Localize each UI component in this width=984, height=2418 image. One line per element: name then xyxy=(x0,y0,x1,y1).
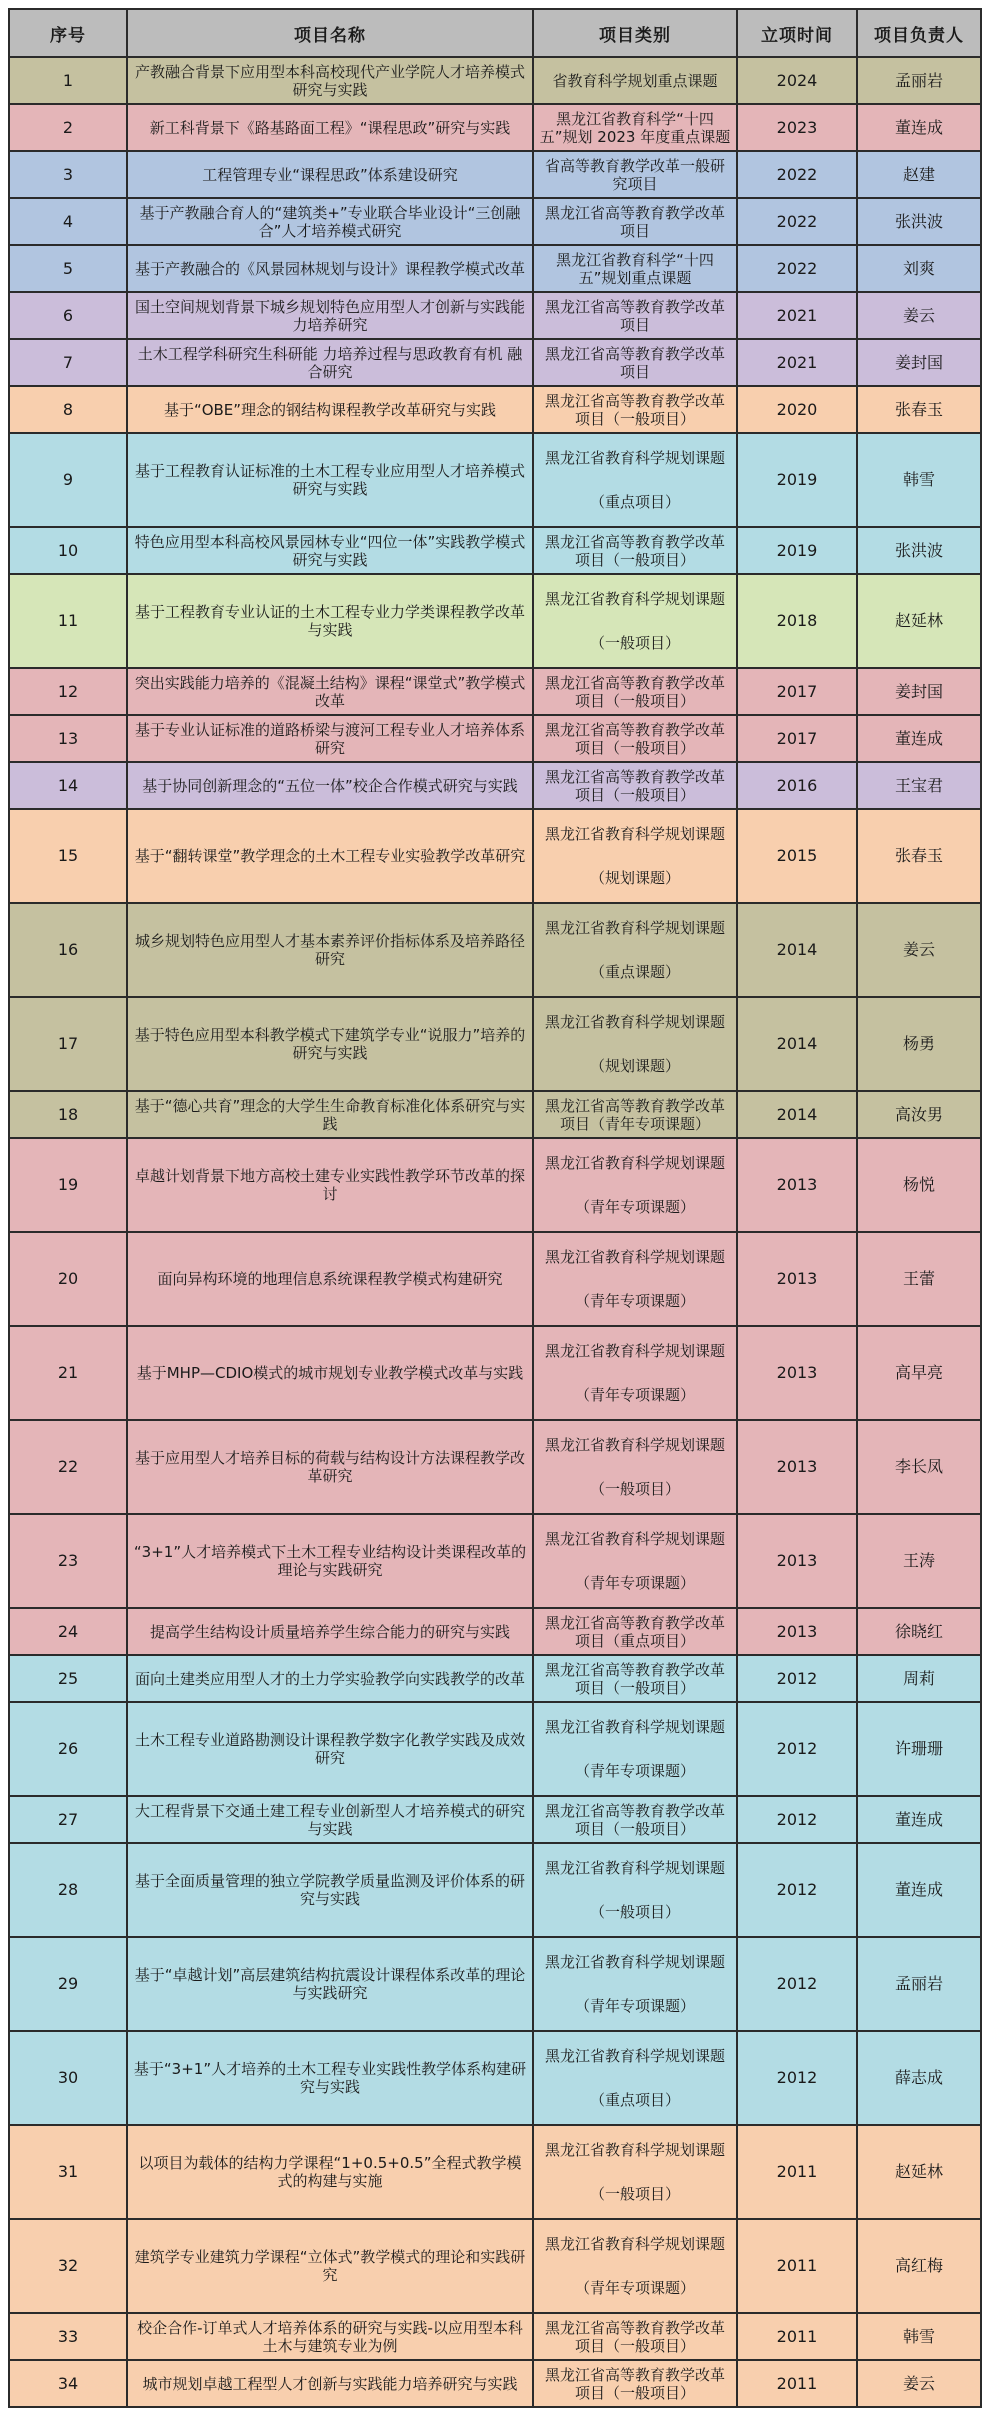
cell-category xyxy=(533,1326,737,1420)
table-body xyxy=(9,57,981,2407)
cell-no: 11 xyxy=(9,574,127,668)
table-row xyxy=(9,2313,981,2360)
cell-leader: 韩雪 xyxy=(857,433,981,527)
table-row xyxy=(9,104,981,151)
cell-category xyxy=(533,2219,737,2313)
cell-name: 基于“卓越计划”高层建筑结构抗震设计课程体系改革的理论与实践研究 xyxy=(127,1937,533,2031)
cell-name: 基于“OBE”理念的钢结构课程教学改革研究与实践 xyxy=(127,386,533,433)
table-row xyxy=(9,433,981,527)
cell-leader: 徐晓红 xyxy=(857,1608,981,1655)
table-row xyxy=(9,151,981,198)
cell-leader: 高早亮 xyxy=(857,1326,981,1420)
category-subtype: （规划课题） xyxy=(589,1057,680,1075)
category-text: 黑龙江省教育科学规划课题 xyxy=(544,2141,725,2159)
cell-no: 9 xyxy=(9,433,127,527)
cell-no: 31 xyxy=(9,2125,127,2219)
cell-no: 7 xyxy=(9,339,127,386)
table-row xyxy=(9,1843,981,1937)
cell-no: 20 xyxy=(9,1232,127,1326)
table-row xyxy=(9,386,981,433)
category-subtype: （一般项目） xyxy=(589,1480,680,1498)
cell-year: 2011 xyxy=(737,2125,857,2219)
cell-category xyxy=(533,1702,737,1796)
cell-leader: 姜云 xyxy=(857,2360,981,2407)
category-text: 黑龙江省高等教育教学改革项目（青年专项课题） xyxy=(544,1096,725,1133)
table-row xyxy=(9,198,981,245)
cell-leader: 孟丽岩 xyxy=(857,1937,981,2031)
cell-name: 城乡规划特色应用型人才基本素养评价指标体系及培养路径研究 xyxy=(127,903,533,997)
cell-no: 10 xyxy=(9,527,127,574)
cell-category xyxy=(533,1514,737,1608)
header-no: 序号 xyxy=(9,9,127,57)
cell-year: 2012 xyxy=(737,2031,857,2125)
table-row xyxy=(9,668,981,715)
cell-category xyxy=(533,2125,737,2219)
header-leader: 项目负责人 xyxy=(857,9,981,57)
table-row xyxy=(9,527,981,574)
cell-category xyxy=(533,809,737,903)
table-row xyxy=(9,2125,981,2219)
cell-leader: 李长凤 xyxy=(857,1420,981,1514)
category-subtype: （青年专项课题） xyxy=(574,1386,695,1404)
category-text: 黑龙江省高等教育教学改革项目（一般项目） xyxy=(544,1660,725,1697)
cell-year: 2022 xyxy=(737,245,857,292)
cell-no: 21 xyxy=(9,1326,127,1420)
cell-year: 2021 xyxy=(737,339,857,386)
cell-year: 2014 xyxy=(737,997,857,1091)
category-text: 黑龙江省教育科学规划课题 xyxy=(544,1248,725,1266)
table-row xyxy=(9,1514,981,1608)
cell-category xyxy=(533,527,737,574)
category-subtype: （重点项目） xyxy=(589,2091,680,2109)
category-text: 黑龙江省教育科学规划课题 xyxy=(544,919,725,937)
category-text: 黑龙江省教育科学“十四五”规划 2023 年度重点课题 xyxy=(539,109,731,146)
cell-no: 12 xyxy=(9,668,127,715)
cell-name: 基于协同创新理念的“五位一体”校企合作模式研究与实践 xyxy=(127,762,533,809)
header-row xyxy=(9,9,981,57)
cell-name: 面向土建类应用型人才的土力学实验教学向实践教学的改革 xyxy=(127,1655,533,1702)
cell-year: 2011 xyxy=(737,2219,857,2313)
table-row xyxy=(9,809,981,903)
cell-no: 14 xyxy=(9,762,127,809)
cell-name: 突出实践能力培养的《混凝土结构》课程“课堂式”教学模式改革 xyxy=(127,668,533,715)
category-text: 黑龙江省教育科学规划课题 xyxy=(544,2047,725,2065)
cell-name: 基于特色应用型本科教学模式下建筑学专业“说服力”培养的研究与实践 xyxy=(127,997,533,1091)
cell-no: 22 xyxy=(9,1420,127,1514)
table-row xyxy=(9,1608,981,1655)
cell-leader: 张洪波 xyxy=(857,527,981,574)
table-row xyxy=(9,1702,981,1796)
cell-year: 2021 xyxy=(737,292,857,339)
category-text: 黑龙江省教育科学规划课题 xyxy=(544,590,725,608)
table-row xyxy=(9,1232,981,1326)
cell-leader: 张洪波 xyxy=(857,198,981,245)
cell-category xyxy=(533,574,737,668)
category-text: 黑龙江省教育科学规划课题 xyxy=(544,825,725,843)
cell-no: 16 xyxy=(9,903,127,997)
cell-year: 2014 xyxy=(737,903,857,997)
cell-year: 2024 xyxy=(737,57,857,104)
cell-year: 2012 xyxy=(737,1843,857,1937)
cell-leader: 薛志成 xyxy=(857,2031,981,2125)
header-name: 项目名称 xyxy=(127,9,533,57)
category-subtype: （一般项目） xyxy=(589,634,680,652)
category-subtype: （青年专项课题） xyxy=(574,1292,695,1310)
cell-no: 19 xyxy=(9,1138,127,1232)
category-text: 黑龙江省教育科学规划课题 xyxy=(544,449,725,467)
table-row xyxy=(9,339,981,386)
cell-leader: 董连成 xyxy=(857,1796,981,1843)
category-text: 黑龙江省高等教育教学改革项目（一般项目） xyxy=(544,767,725,804)
category-subtype: （青年专项课题） xyxy=(574,1574,695,1592)
cell-category xyxy=(533,762,737,809)
cell-category xyxy=(533,1420,737,1514)
cell-category xyxy=(533,668,737,715)
cell-category xyxy=(533,903,737,997)
cell-name: 基于专业认证标准的道路桥梁与渡河工程专业人才培养体系研究 xyxy=(127,715,533,762)
cell-no: 1 xyxy=(9,57,127,104)
category-text: 黑龙江省高等教育教学改革项目（一般项目） xyxy=(544,2318,725,2355)
cell-category xyxy=(533,57,737,104)
category-text: 黑龙江省教育科学规划课题 xyxy=(544,1013,725,1031)
cell-leader: 张春玉 xyxy=(857,809,981,903)
cell-name: 基于“3+1”人才培养的土木工程专业实践性教学体系构建研究与实践 xyxy=(127,2031,533,2125)
cell-category xyxy=(533,386,737,433)
cell-year: 2019 xyxy=(737,527,857,574)
cell-category xyxy=(533,198,737,245)
table-row xyxy=(9,1420,981,1514)
category-text: 黑龙江省高等教育教学改革项目（一般项目） xyxy=(544,673,725,710)
category-subtype: （一般项目） xyxy=(589,2185,680,2203)
cell-name: 卓越计划背景下地方高校土建专业实践性教学环节改革的探讨 xyxy=(127,1138,533,1232)
cell-leader: 姜云 xyxy=(857,903,981,997)
cell-no: 23 xyxy=(9,1514,127,1608)
cell-year: 2018 xyxy=(737,574,857,668)
cell-no: 26 xyxy=(9,1702,127,1796)
cell-year: 2013 xyxy=(737,1420,857,1514)
cell-category xyxy=(533,2313,737,2360)
table-row xyxy=(9,292,981,339)
table-row xyxy=(9,245,981,292)
cell-leader: 高红梅 xyxy=(857,2219,981,2313)
cell-name: 大工程背景下交通土建工程专业创新型人才培养模式的研究与实践 xyxy=(127,1796,533,1843)
header-category: 项目类别 xyxy=(533,9,737,57)
cell-year: 2013 xyxy=(737,1514,857,1608)
cell-name: 城市规划卓越工程型人才创新与实践能力培养研究与实践 xyxy=(127,2360,533,2407)
cell-no: 25 xyxy=(9,1655,127,1702)
cell-name: 以项目为载体的结构力学课程“1+0.5+0.5”全程式教学模式的构建与实施 xyxy=(127,2125,533,2219)
category-text: 黑龙江省高等教育教学改革项目 xyxy=(544,344,725,381)
cell-name: “3+1”人才培养模式下土木工程专业结构设计类课程改革的理论与实践研究 xyxy=(127,1514,533,1608)
category-subtype: （一般项目） xyxy=(589,1903,680,1921)
category-text: 黑龙江省教育科学规划课题 xyxy=(544,1436,725,1454)
table-row xyxy=(9,2031,981,2125)
cell-year: 2020 xyxy=(737,386,857,433)
cell-category xyxy=(533,1091,737,1138)
cell-year: 2012 xyxy=(737,1796,857,1843)
cell-category xyxy=(533,292,737,339)
category-text: 黑龙江省教育科学规划课题 xyxy=(544,1342,725,1360)
cell-no: 18 xyxy=(9,1091,127,1138)
table-row xyxy=(9,2219,981,2313)
category-text: 黑龙江省高等教育教学改革项目（一般项目） xyxy=(544,1801,725,1838)
cell-leader: 王宝君 xyxy=(857,762,981,809)
category-subtype: （重点项目） xyxy=(589,493,680,511)
cell-no: 33 xyxy=(9,2313,127,2360)
table-row xyxy=(9,1937,981,2031)
category-subtype: （青年专项课题） xyxy=(574,1997,695,2015)
table-row xyxy=(9,2360,981,2407)
table-row xyxy=(9,1326,981,1420)
cell-leader: 杨悦 xyxy=(857,1138,981,1232)
cell-year: 2011 xyxy=(737,2313,857,2360)
cell-category xyxy=(533,1138,737,1232)
table-row xyxy=(9,715,981,762)
cell-category xyxy=(533,715,737,762)
table-header xyxy=(9,9,981,57)
cell-year: 2012 xyxy=(737,1702,857,1796)
cell-year: 2022 xyxy=(737,151,857,198)
cell-year: 2023 xyxy=(737,104,857,151)
cell-no: 28 xyxy=(9,1843,127,1937)
cell-name: 新工科背景下《路基路面工程》“课程思政”研究与实践 xyxy=(127,104,533,151)
table-row xyxy=(9,1091,981,1138)
cell-name: 工程管理专业“课程思政”体系建设研究 xyxy=(127,151,533,198)
cell-category xyxy=(533,1937,737,2031)
cell-year: 2012 xyxy=(737,1937,857,2031)
cell-leader: 王涛 xyxy=(857,1514,981,1608)
table-row xyxy=(9,574,981,668)
cell-no: 13 xyxy=(9,715,127,762)
cell-category xyxy=(533,2031,737,2125)
cell-name: 校企合作-订单式人才培养体系的研究与实践-以应用型本科土木与建筑专业为例 xyxy=(127,2313,533,2360)
cell-name: 土木工程专业道路勘测设计课程教学数字化教学实践及成效研究 xyxy=(127,1702,533,1796)
category-text: 黑龙江省教育科学“十四五”规划重点课题 xyxy=(556,250,714,287)
cell-year: 2017 xyxy=(737,668,857,715)
cell-category xyxy=(533,997,737,1091)
category-text: 黑龙江省高等教育教学改革项目（重点项目） xyxy=(544,1613,725,1650)
cell-no: 24 xyxy=(9,1608,127,1655)
cell-no: 29 xyxy=(9,1937,127,2031)
cell-leader: 赵建 xyxy=(857,151,981,198)
cell-year: 2015 xyxy=(737,809,857,903)
cell-no: 17 xyxy=(9,997,127,1091)
category-text: 黑龙江省高等教育教学改革项目（一般项目） xyxy=(544,2365,725,2402)
table-row xyxy=(9,1655,981,1702)
cell-year: 2013 xyxy=(737,1608,857,1655)
cell-category xyxy=(533,2360,737,2407)
cell-leader: 赵延林 xyxy=(857,2125,981,2219)
cell-name: 建筑学专业建筑力学课程“立体式”教学模式的理论和实践研究 xyxy=(127,2219,533,2313)
cell-leader: 董连成 xyxy=(857,104,981,151)
project-table xyxy=(8,8,982,2408)
cell-no: 3 xyxy=(9,151,127,198)
category-text: 黑龙江省教育科学规划课题 xyxy=(544,1530,725,1548)
cell-category xyxy=(533,1655,737,1702)
cell-leader: 董连成 xyxy=(857,715,981,762)
cell-name: 基于产教融合育人的“建筑类+”专业联合毕业设计“三创融合”人才培养模式研究 xyxy=(127,198,533,245)
cell-no: 5 xyxy=(9,245,127,292)
category-text: 黑龙江省高等教育教学改革项目 xyxy=(544,297,725,334)
category-text: 黑龙江省教育科学规划课题 xyxy=(544,1154,725,1172)
category-text: 省教育科学规划重点课题 xyxy=(552,71,718,90)
category-text: 黑龙江省高等教育教学改革项目（一般项目） xyxy=(544,391,725,428)
cell-no: 6 xyxy=(9,292,127,339)
cell-category xyxy=(533,245,737,292)
cell-year: 2013 xyxy=(737,1232,857,1326)
cell-name: 国土空间规划背景下城乡规划特色应用型人才创新与实践能力培养研究 xyxy=(127,292,533,339)
cell-year: 2019 xyxy=(737,433,857,527)
cell-no: 15 xyxy=(9,809,127,903)
cell-category xyxy=(533,1796,737,1843)
cell-name: 基于MHP—CDIO模式的城市规划专业教学模式改革与实践 xyxy=(127,1326,533,1420)
cell-no: 32 xyxy=(9,2219,127,2313)
cell-leader: 杨勇 xyxy=(857,997,981,1091)
cell-category xyxy=(533,339,737,386)
category-subtype: （青年专项课题） xyxy=(574,2279,695,2297)
cell-name: 基于“翻转课堂”教学理念的土木工程专业实验教学改革研究 xyxy=(127,809,533,903)
cell-name: 土木工程学科研究生科研能 力培养过程与思政教育有机 融合研究 xyxy=(127,339,533,386)
cell-no: 2 xyxy=(9,104,127,151)
cell-name: 基于全面质量管理的独立学院教学质量监测及评价体系的研究与实践 xyxy=(127,1843,533,1937)
cell-year: 2017 xyxy=(737,715,857,762)
category-text: 黑龙江省高等教育教学改革项目（一般项目） xyxy=(544,532,725,569)
cell-year: 2014 xyxy=(737,1091,857,1138)
category-text: 黑龙江省教育科学规划课题 xyxy=(544,1953,725,1971)
cell-name: 基于工程教育认证标准的土木工程专业应用型人才培养模式研究与实践 xyxy=(127,433,533,527)
cell-leader: 周莉 xyxy=(857,1655,981,1702)
cell-year: 2012 xyxy=(737,1655,857,1702)
cell-leader: 许珊珊 xyxy=(857,1702,981,1796)
header-year: 立项时间 xyxy=(737,9,857,57)
cell-category xyxy=(533,1608,737,1655)
category-subtype: （青年专项课题） xyxy=(574,1198,695,1216)
cell-name: 面向异构环境的地理信息系统课程教学模式构建研究 xyxy=(127,1232,533,1326)
cell-category xyxy=(533,433,737,527)
cell-leader: 刘爽 xyxy=(857,245,981,292)
cell-name: 基于工程教育专业认证的土木工程专业力学类课程教学改革与实践 xyxy=(127,574,533,668)
cell-category xyxy=(533,104,737,151)
category-text: 省高等教育教学改革一般研究项目 xyxy=(544,156,725,193)
cell-no: 27 xyxy=(9,1796,127,1843)
cell-name: 基于产教融合的《风景园林规划与设计》课程教学模式改革 xyxy=(127,245,533,292)
category-text: 黑龙江省高等教育教学改革项目 xyxy=(544,203,725,240)
cell-leader: 董连成 xyxy=(857,1843,981,1937)
table-row xyxy=(9,1138,981,1232)
cell-year: 2013 xyxy=(737,1326,857,1420)
cell-category xyxy=(533,1232,737,1326)
category-subtype: （青年专项课题） xyxy=(574,1762,695,1780)
cell-leader: 孟丽岩 xyxy=(857,57,981,104)
cell-no: 4 xyxy=(9,198,127,245)
cell-no: 30 xyxy=(9,2031,127,2125)
cell-name: 提高学生结构设计质量培养学生综合能力的研究与实践 xyxy=(127,1608,533,1655)
category-subtype: （规划课题） xyxy=(589,869,680,887)
table-row xyxy=(9,997,981,1091)
cell-no: 34 xyxy=(9,2360,127,2407)
category-text: 黑龙江省教育科学规划课题 xyxy=(544,1859,725,1877)
cell-name: 特色应用型本科高校风景园林专业“四位一体”实践教学模式研究与实践 xyxy=(127,527,533,574)
table-row xyxy=(9,903,981,997)
cell-category xyxy=(533,151,737,198)
cell-year: 2011 xyxy=(737,2360,857,2407)
cell-category xyxy=(533,1843,737,1937)
table-row xyxy=(9,762,981,809)
cell-leader: 王蕾 xyxy=(857,1232,981,1326)
cell-no: 8 xyxy=(9,386,127,433)
cell-leader: 韩雪 xyxy=(857,2313,981,2360)
category-subtype: （重点课题） xyxy=(589,963,680,981)
cell-leader: 姜云 xyxy=(857,292,981,339)
cell-name: 产教融合背景下应用型本科高校现代产业学院人才培养模式研究与实践 xyxy=(127,57,533,104)
cell-year: 2022 xyxy=(737,198,857,245)
category-text: 黑龙江省教育科学规划课题 xyxy=(544,1718,725,1736)
cell-name: 基于应用型人才培养目标的荷载与结构设计方法课程教学改革研究 xyxy=(127,1420,533,1514)
cell-leader: 姜封国 xyxy=(857,668,981,715)
table-row xyxy=(9,57,981,104)
cell-leader: 赵延林 xyxy=(857,574,981,668)
cell-leader: 姜封国 xyxy=(857,339,981,386)
cell-year: 2013 xyxy=(737,1138,857,1232)
table-row xyxy=(9,1796,981,1843)
cell-leader: 张春玉 xyxy=(857,386,981,433)
category-text: 黑龙江省教育科学规划课题 xyxy=(544,2235,725,2253)
category-text: 黑龙江省高等教育教学改革项目（一般项目） xyxy=(544,720,725,757)
cell-name: 基于“德心共育”理念的大学生生命教育标准化体系研究与实践 xyxy=(127,1091,533,1138)
cell-year: 2016 xyxy=(737,762,857,809)
cell-leader: 高汝男 xyxy=(857,1091,981,1138)
